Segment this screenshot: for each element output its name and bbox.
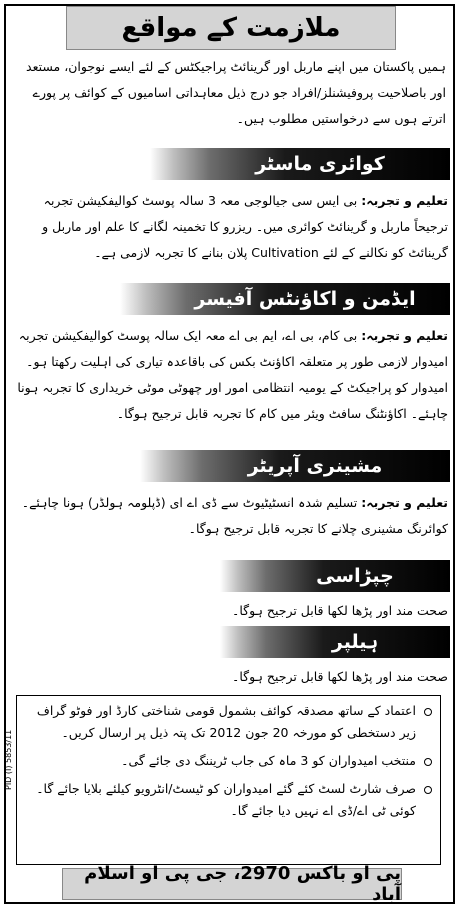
section-body: [10, 323, 448, 427]
bullet-icon: [424, 786, 432, 794]
requirement-item: [23, 750, 434, 772]
section-label: تعلیم و تجربہ:: [361, 193, 448, 208]
section-text: صحت مند اور پڑھا لکھا قابل ترجیح ہوگا۔: [232, 603, 448, 618]
section-heading: ایڈمن و اکاؤنٹس آفیسر: [120, 283, 450, 315]
section-text: بی ایس سی جیالوجی معہ 3 سالہ پوسٹ کوالیفکیشن تجربہ ترجیحاً ماربل و گرینائٹ کوائری میں۔ ریزرو کا تخمینہ لگانے کا علم اور ماربل و گرینائٹ کو نکالنے کے لئے Cultivation پلان بنانے کا تجربہ لازمی ہے۔: [42, 193, 448, 260]
requirement-text: اعتماد کے ساتھ مصدقہ کوائف بشمول قومی شناختی کارڈ اور فوٹو گراف زیر دستخطی کو مورخہ 20 جون 2012 تک پتہ ذیل پر ارسال کریں۔: [36, 703, 416, 740]
section-heading: مشینری آپریٹر: [140, 450, 450, 482]
contact-address: پی او باکس 2970، جی پی او اسلام آباد: [62, 868, 402, 900]
section-text: بی کام، بی اے، ایم بی اے معہ ایک سالہ پوسٹ کوالیفکیشن تجربہ امیدوار لازمی طور پر متعلقہ اکاؤنٹ بکس کی باقاعدہ تیاری کی اہلیت رکھتا ہو۔ امیدوار کو پراجیکٹ کے یومیہ انتظامی امور اور چھوٹی موٹی خریداری کا تجربہ ہونا چاہئے۔ اکاؤنٹنگ سافٹ ویئر میں کام کا تجربہ قابل ترجیح ہوگا۔: [17, 328, 448, 421]
section-body: [10, 664, 448, 690]
section-text: صحت مند اور پڑھا لکھا قابل ترجیح ہوگا۔: [232, 669, 448, 684]
section-heading: ہیلپر: [220, 626, 450, 658]
section-heading: کوائری ماسٹر: [150, 148, 450, 180]
section-label: تعلیم و تجربہ:: [361, 328, 448, 343]
section-body: [10, 188, 448, 266]
page-title: ملازمت کے مواقع: [66, 6, 396, 50]
bullet-icon: [424, 758, 432, 766]
section-body: [10, 490, 448, 542]
intro-paragraph: ہمیں پاکستان میں اپنے ماربل اور گرینائٹ پراجیکٹس کے لئے ایسے نوجوان، مستعد اور باصلاحیت پروفیشنلز/افراد جو درج ذیل معاہداتی اسامیوں کے کوائف پر پورے اترتے ہوں سے درخواستیں مطلوب ہیں۔: [26, 59, 446, 126]
section-label: تعلیم و تجربہ:: [361, 495, 448, 510]
section-heading: چپڑاسی: [220, 560, 450, 592]
requirement-text: صرف شارٹ لسٹ کئے گئے امیدواران کو ٹیسٹ/انٹرویو کیلئے بلایا جائے گا۔ کوئی ٹی اے/ڈی اے نہیں دیا جائے گا۔: [36, 781, 416, 818]
section-body: [10, 598, 448, 624]
requirement-item: [23, 778, 434, 822]
requirement-text: منتخب امیدواران کو 3 ماہ کی جاب ٹریننگ دی جائے گی۔: [121, 753, 416, 768]
section-text: تسلیم شدہ انسٹیٹیوٹ سے ڈی اے ای (ڈپلومہ ہولڈر) ہونا چاہئے۔ کوائرنگ مشینری چلانے کا تجربہ قابل ترجیح ہوگا۔: [21, 495, 448, 536]
requirement-item: [23, 700, 434, 744]
pid-number: PID (I) 5853/11: [4, 729, 13, 791]
bullet-icon: [424, 708, 432, 716]
requirements-box: [16, 695, 441, 865]
